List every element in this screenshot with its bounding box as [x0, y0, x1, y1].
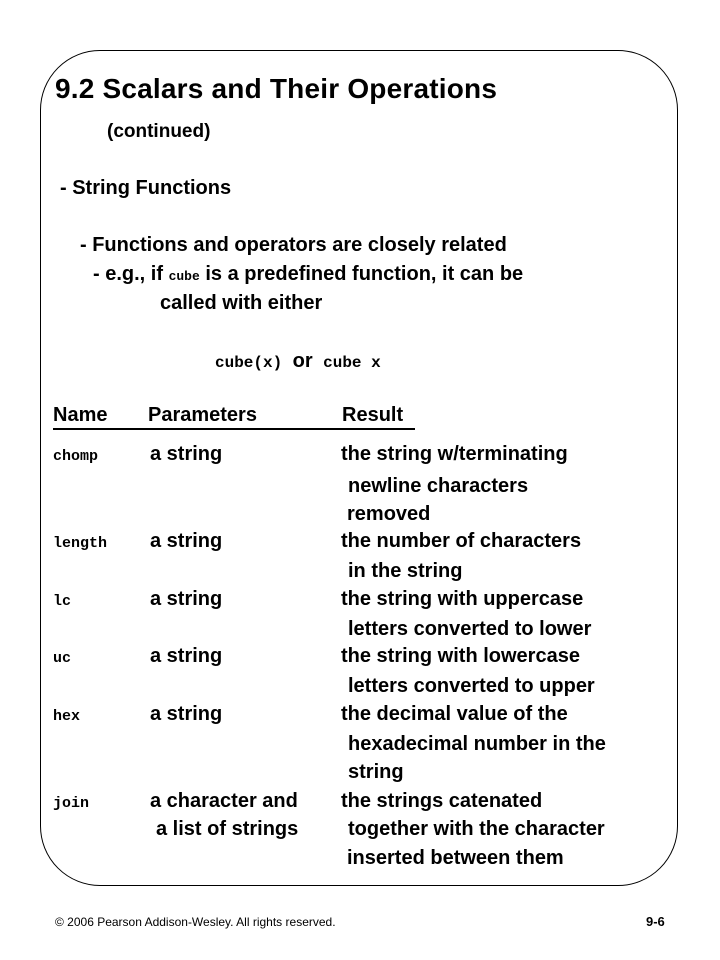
row-lc-result-1: the string with uppercase: [341, 588, 584, 610]
row-chomp-result-3: removed: [347, 503, 431, 525]
footer-copyright: © 2006 Pearson Addison-Wesley. All rights reserved.: [55, 915, 336, 929]
code-example-or: or: [292, 350, 313, 372]
code-example-right: cube x: [323, 354, 381, 372]
bullet-example-pre: - e.g., if: [93, 263, 169, 285]
row-length-name: length: [53, 535, 108, 552]
row-join-param-1: a character and: [150, 790, 298, 812]
row-join-result-3: inserted between them: [347, 847, 564, 869]
bullet-example: [93, 263, 523, 286]
row-lc-name: lc: [53, 593, 72, 610]
row-join-name: join: [53, 795, 90, 812]
row-length-param: a string: [150, 530, 223, 552]
row-uc-name: uc: [53, 650, 72, 667]
row-lc-result-2: letters converted to lower: [348, 618, 592, 640]
row-join-result-1: the strings catenated: [341, 790, 543, 812]
section-heading: - String Functions: [60, 177, 232, 199]
bullet-example-post: is a predefined function, it can be: [199, 263, 524, 285]
code-example: [215, 350, 381, 373]
row-hex-result-3: string: [348, 761, 404, 783]
header-name: Name: [53, 404, 108, 426]
bullet-functions-operators: - Functions and operators are closely related: [80, 234, 507, 256]
row-lc-param: a string: [150, 588, 223, 610]
row-uc-param: a string: [150, 645, 223, 667]
header-parameters: Parameters: [148, 404, 257, 426]
code-example-left: cube(x): [215, 354, 283, 372]
page-number: 9-6: [646, 914, 665, 929]
row-uc-result-1: the string with lowercase: [341, 645, 580, 667]
slide-subtitle: (continued): [107, 121, 211, 142]
row-chomp-name: chomp: [53, 448, 99, 465]
row-hex-result-1: the decimal value of the: [341, 703, 568, 725]
row-uc-result-2: letters converted to upper: [348, 675, 595, 697]
row-join-result-2: together with the character: [348, 818, 605, 840]
row-length-result-1: the number of characters: [341, 530, 582, 552]
slide-title: 9.2 Scalars and Their Operations: [55, 73, 498, 104]
row-hex-name: hex: [53, 708, 81, 725]
bullet-example-code: cube: [168, 269, 200, 284]
header-result: Result: [342, 404, 404, 426]
row-chomp-result-1: the string w/terminating: [341, 443, 568, 465]
row-hex-result-2: hexadecimal number in the: [348, 733, 606, 755]
row-join-param-2: a list of strings: [156, 818, 299, 840]
row-chomp-param: a string: [150, 443, 223, 465]
row-hex-param: a string: [150, 703, 223, 725]
bullet-example-continued: called with either: [160, 292, 323, 314]
row-chomp-result-2: newline characters: [348, 475, 529, 497]
row-length-result-2: in the string: [348, 560, 463, 582]
